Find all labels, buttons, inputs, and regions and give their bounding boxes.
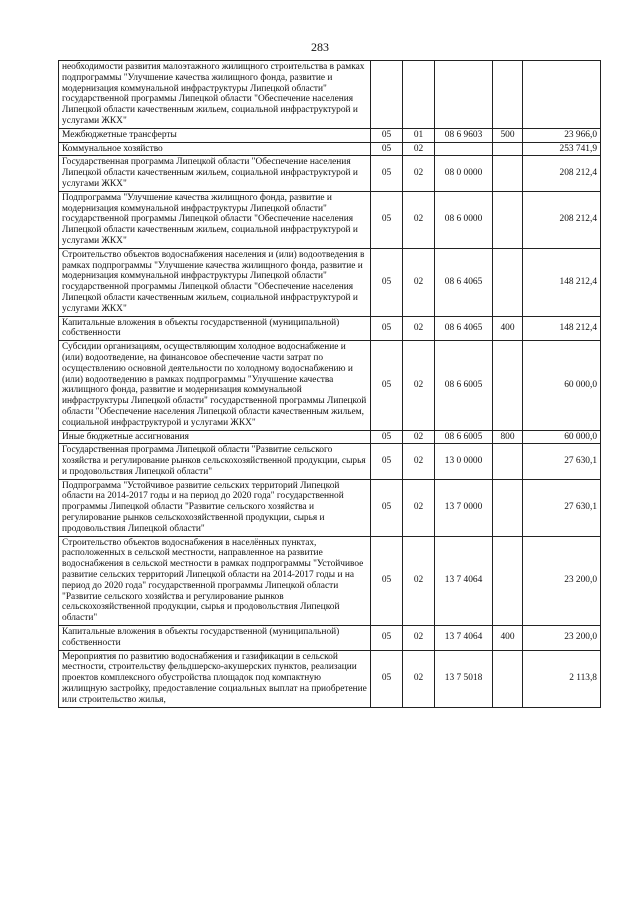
target-article-code: 08 6 4065 [435,248,493,316]
amount: 23 966,0 [523,128,601,142]
subsection-code [403,61,435,129]
section-code: 05 [371,430,403,444]
amount: 27 630,1 [523,444,601,479]
target-article-code: 13 7 5018 [435,650,493,707]
expense-type-code [493,536,523,625]
expense-type-code [493,444,523,479]
subsection-code: 02 [403,479,435,536]
table-row [59,479,601,536]
amount: 23 200,0 [523,626,601,651]
section-code: 05 [371,316,403,341]
item-name: Подпрограмма "Устойчивое развитие сельских территорий Липецкой области на 2014-2017 годы и на период до 2020 года" государственной программы Липецкой области "Развитие сельского хозяйства и регулирование рынков сельскохозяйственной продукции, сырья и продовольствия Липецкой области" [59,479,371,536]
section-code: 05 [371,626,403,651]
section-code: 05 [371,536,403,625]
item-name: Капитальные вложения в объекты государственной (муниципальной) собственности [59,626,371,651]
subsection-code: 02 [403,341,435,430]
target-article-code: 08 6 6005 [435,430,493,444]
target-article-code [435,61,493,129]
target-article-code: 08 6 9603 [435,128,493,142]
page-number: 283 [311,40,329,54]
table-row [59,248,601,316]
item-name: Государственная программа Липецкой области "Развитие сельского хозяйства и регулирование рынков сельскохозяйственной продукции, сырья и продовольствия Липецкой области" [59,444,371,479]
subsection-code: 02 [403,316,435,341]
table-row [59,61,601,129]
item-name: Государственная программа Липецкой области "Обеспечение населения Липецкой области качественным жильем, социальной инфраструктурой и услугами ЖКХ" [59,156,371,191]
section-code: 05 [371,191,403,248]
target-article-code: 13 0 0000 [435,444,493,479]
expense-type-code: 400 [493,316,523,341]
target-article-code: 08 6 6005 [435,341,493,430]
item-name: Подпрограмма "Улучшение качества жилищного фонда, развитие и модернизация коммунальной инфраструктуры Липецкой области" государственной программы Липецкой области "Обеспечение населения Липецкой области качественным жильем, социальной инфраструктурой и услугами ЖКХ" [59,191,371,248]
target-article-code: 13 7 0000 [435,479,493,536]
amount: 60 000,0 [523,430,601,444]
target-article-code: 08 0 0000 [435,156,493,191]
amount: 2 113,8 [523,650,601,707]
target-article-code: 13 7 4064 [435,626,493,651]
item-name: Строительство объектов водоснабжения в населённых пунктах, расположенных в сельской местности, направленное на развитие водоснабжения в сельской местности в рамках подпрограммы "Устойчивое развитие сельских территорий Липецкой области на 2014-2017 годы и на период до 2020 года" государственной программы Липецкой области "Развитие сельского хозяйства и регулирование рынков сельскохозяйственной продукции, сырья и продовольствия Липецкой области" [59,536,371,625]
section-code: 05 [371,128,403,142]
subsection-code: 02 [403,536,435,625]
amount: 148 212,4 [523,248,601,316]
expense-type-code [493,479,523,536]
table-row [59,444,601,479]
table-row [59,626,601,651]
subsection-code: 02 [403,626,435,651]
expense-type-code: 800 [493,430,523,444]
expense-type-code [493,61,523,129]
amount: 253 741,9 [523,142,601,156]
table-row [59,142,601,156]
subsection-code: 02 [403,650,435,707]
subsection-code: 02 [403,156,435,191]
section-code: 05 [371,248,403,316]
subsection-code: 02 [403,248,435,316]
table-row [59,316,601,341]
amount: 60 000,0 [523,341,601,430]
target-article-code: 08 6 4065 [435,316,493,341]
item-name: Субсидии организациям, осуществляющим холодное водоснабжение и (или) водоотведение, на финансовое обеспечение части затрат по осуществлению основной деятельности по холодному водоснабжению и (или) водоотведению в рамках подпрограммы "Улучшение качества жилищного фонда, развитие и модернизация коммунальной инфраструктуры Липецкой области" государственной программы Липецкой области "Обеспечение населения Липецкой области качественным жильем, социальной инфраструктурой и услугами ЖКХ" [59,341,371,430]
expense-type-code [493,156,523,191]
table-row [59,430,601,444]
amount: 208 212,4 [523,191,601,248]
subsection-code: 02 [403,444,435,479]
target-article-code: 13 7 4064 [435,536,493,625]
budget-table-body [59,61,601,708]
target-article-code: 08 6 0000 [435,191,493,248]
amount [523,61,601,129]
item-name: Капитальные вложения в объекты государственной (муниципальной) собственности [59,316,371,341]
item-name: Мероприятия по развитию водоснабжения и газификации в сельской местности, строительству фельдшерско-акушерских пунктов, реализации проектов комплексного обустройства площадок под компактную жилищную застройку, предоставление социальных выплат на приобретение или строительство жилья, [59,650,371,707]
amount: 208 212,4 [523,156,601,191]
section-code: 05 [371,142,403,156]
section-code: 05 [371,341,403,430]
expense-type-code [493,248,523,316]
section-code: 05 [371,479,403,536]
expense-type-code [493,341,523,430]
target-article-code [435,142,493,156]
budget-table [58,60,601,708]
amount: 148 212,4 [523,316,601,341]
expense-type-code: 500 [493,128,523,142]
table-row [59,156,601,191]
item-name: Коммунальное хозяйство [59,142,371,156]
table-row [59,536,601,625]
item-name: Межбюджетные трансферты [59,128,371,142]
expense-type-code: 400 [493,626,523,651]
item-name: Иные бюджетные ассигнования [59,430,371,444]
amount: 27 630,1 [523,479,601,536]
expense-type-code [493,142,523,156]
table-row [59,341,601,430]
expense-type-code [493,650,523,707]
item-name: необходимости развития малоэтажного жилищного строительства в рамках подпрограммы "Улучшение качества жилищного фонда, развитие и модернизация коммунальной инфраструктуры Липецкой области" государственной программы Липецкой области "Обеспечение населения Липецкой области качественным жильем, социальной инфраструктурой и услугами ЖКХ" [59,61,371,129]
section-code: 05 [371,156,403,191]
table-row [59,191,601,248]
subsection-code: 02 [403,191,435,248]
table-row [59,128,601,142]
section-code [371,61,403,129]
subsection-code: 02 [403,430,435,444]
amount: 23 200,0 [523,536,601,625]
section-code: 05 [371,444,403,479]
subsection-code: 02 [403,142,435,156]
subsection-code: 01 [403,128,435,142]
expense-type-code [493,191,523,248]
item-name: Строительство объектов водоснабжения населения и (или) водоотведения в рамках подпрограммы "Улучшение качества жилищного фонда, развитие и модернизация коммунальной инфраструктуры Липецкой области" государственной программы Липецкой области "Обеспечение населения Липецкой области качественным жильем, социальной инфраструктурой и услугами ЖКХ" [59,248,371,316]
table-row [59,650,601,707]
section-code: 05 [371,650,403,707]
